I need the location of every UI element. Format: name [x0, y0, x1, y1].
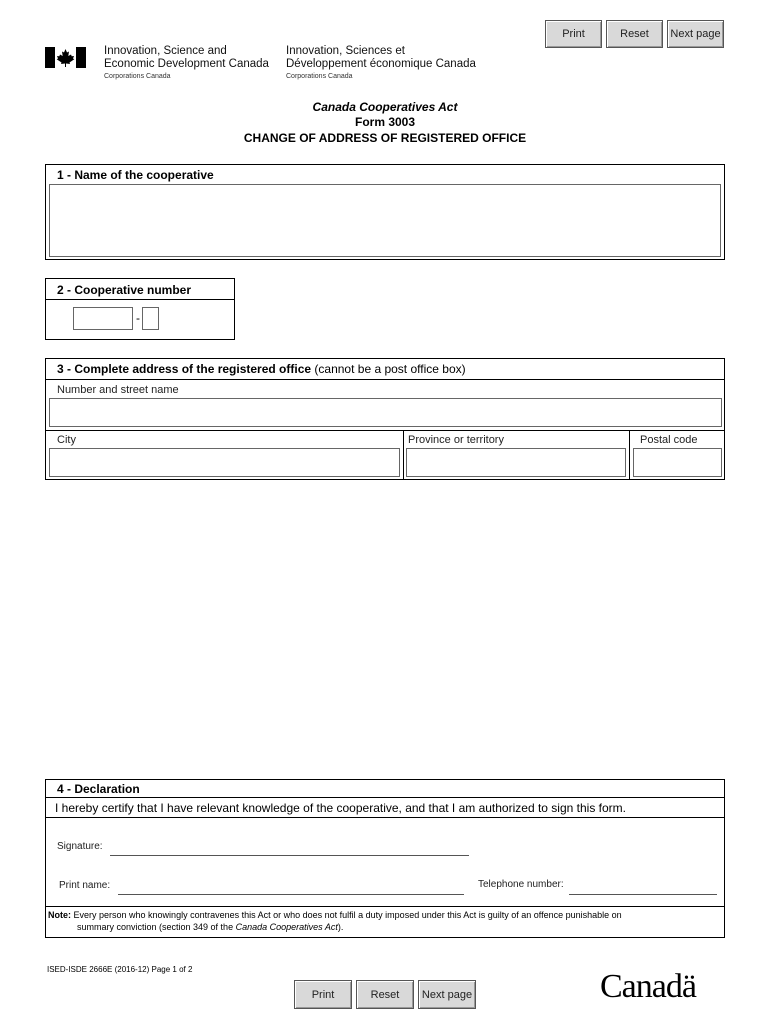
cooperative-number-suffix-field[interactable]: [142, 307, 159, 330]
print-name-line[interactable]: [118, 894, 464, 895]
act-title: Canada Cooperatives Act: [312, 100, 458, 114]
province-label: Province or territory: [408, 434, 504, 446]
section-3-divider: [46, 379, 724, 380]
telephone-line[interactable]: [569, 894, 717, 895]
department-name-en: Innovation, Science and Economic Development Canada Corporations Canada: [104, 45, 269, 80]
section-2-divider: [46, 299, 234, 300]
section-cooperative-name: [45, 164, 725, 260]
next-page-button-top[interactable]: Next page: [667, 20, 724, 48]
canada-flag-icon: [45, 47, 86, 68]
form-number: Form 3003: [354, 115, 416, 129]
form-title: CHANGE OF ADDRESS OF REGISTERED OFFICE: [243, 131, 527, 145]
section-registered-office-address: [45, 358, 725, 480]
next-page-button-bottom[interactable]: Next page: [418, 980, 476, 1009]
canada-wordmark: Canadä: [600, 968, 696, 1005]
street-field[interactable]: [49, 398, 722, 427]
form-code: ISED-ISDE 2666E (2016-12) Page 1 of 2: [47, 965, 193, 974]
city-province-divider: [403, 430, 404, 479]
print-button-bottom[interactable]: Print: [294, 980, 352, 1009]
section-1-title: 1 - Name of the cooperative: [57, 168, 214, 182]
number-dash: -: [136, 311, 140, 325]
city-field[interactable]: [49, 448, 400, 477]
postal-code-label: Postal code: [640, 434, 698, 446]
note-divider: [46, 906, 724, 907]
certification-divider: [46, 817, 724, 818]
province-postal-divider: [629, 430, 630, 479]
print-button-top[interactable]: Print: [545, 20, 602, 48]
cooperative-number-field[interactable]: [73, 307, 133, 330]
section-declaration: [45, 779, 725, 938]
signature-label: Signature:: [57, 841, 103, 852]
department-name-fr: Innovation, Sciences et Développement économique Canada Corporations Canada: [286, 45, 476, 80]
postal-code-field[interactable]: [633, 448, 722, 477]
section-4-title: 4 - Declaration: [57, 782, 140, 796]
reset-button-bottom[interactable]: Reset: [356, 980, 414, 1009]
section-2-title: 2 - Cooperative number: [57, 283, 192, 297]
telephone-label: Telephone number:: [478, 879, 564, 890]
street-label: Number and street name: [57, 384, 179, 396]
street-row-divider: [46, 430, 724, 431]
province-field[interactable]: [406, 448, 626, 477]
legal-note: Note: Every person who knowingly contravenes this Act or who does not fulfil a duty imposed under this Act is guilty of an offence punishable on summary conviction (section 349 of the Canada Cooperatives Act).: [48, 910, 622, 932]
section-3-title: 3 - Complete address of the registered office (cannot be a post office box): [57, 362, 466, 376]
print-name-label: Print name:: [59, 880, 111, 891]
certification-statement: I hereby certify that I have relevant knowledge of the cooperative, and that I am authorized to sign this form.: [55, 801, 626, 815]
city-label: City: [57, 434, 76, 446]
cooperative-name-field[interactable]: [49, 184, 721, 257]
reset-button-top[interactable]: Reset: [606, 20, 663, 48]
section-cooperative-number: [45, 278, 235, 340]
signature-line[interactable]: [110, 855, 469, 856]
section-4-divider: [46, 797, 724, 798]
